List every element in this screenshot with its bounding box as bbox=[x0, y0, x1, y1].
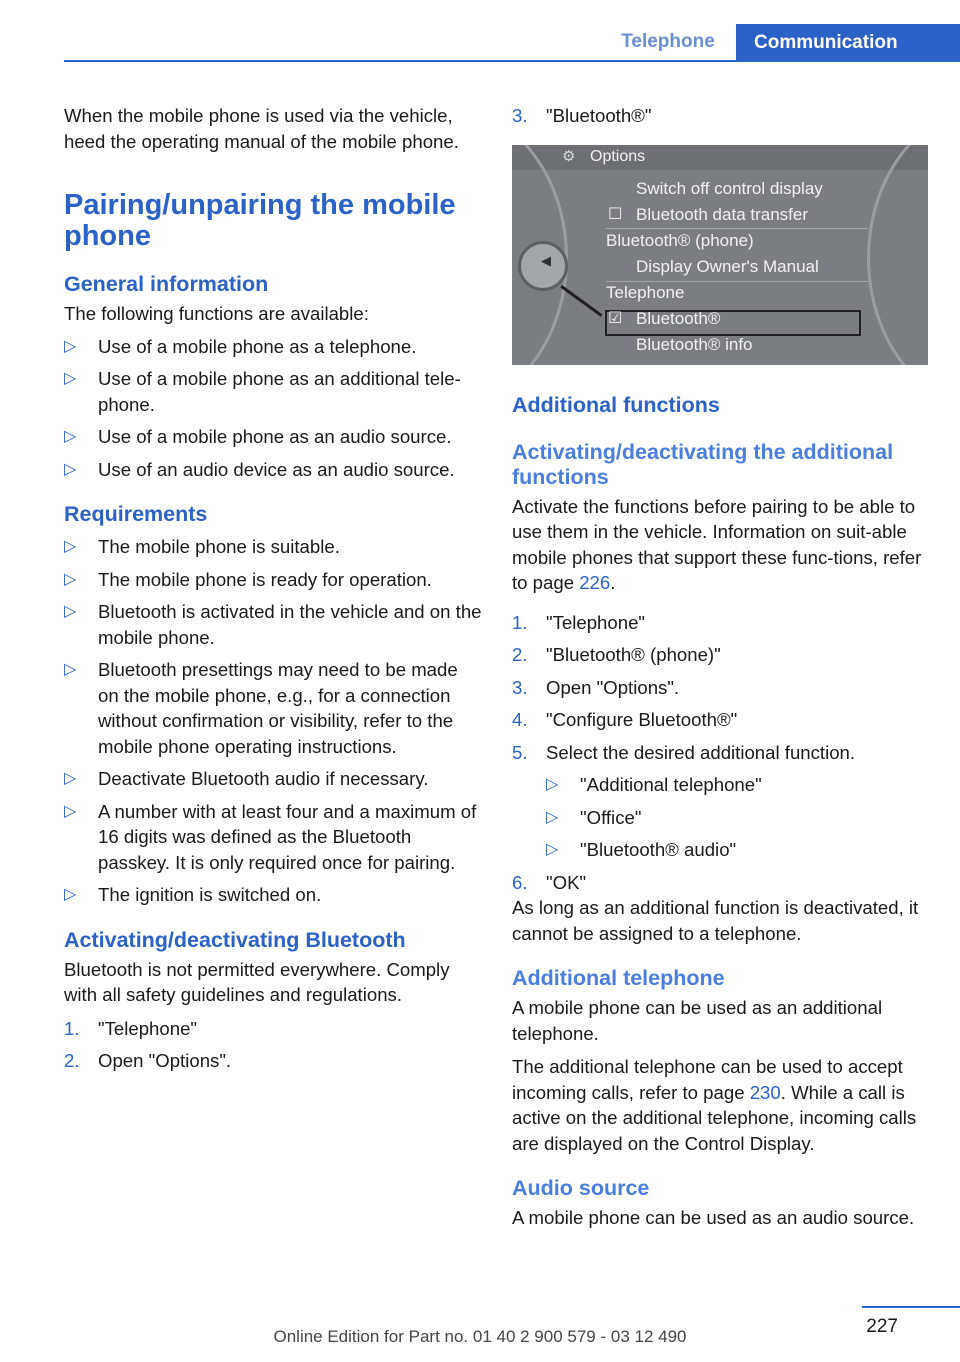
step-item bbox=[512, 610, 928, 636]
header-section-tab: Telephone bbox=[621, 31, 715, 52]
step-text: Open "Options". bbox=[98, 1050, 232, 1071]
activating-paragraph: Bluetooth is not permitted everywhere. Comply with all safety guidelines and regulations. bbox=[64, 958, 450, 1005]
step-item bbox=[512, 707, 928, 733]
left-column bbox=[64, 103, 482, 1081]
list-item bbox=[64, 567, 482, 593]
screen-right-arc bbox=[867, 145, 928, 365]
audio-source-paragraph: A mobile phone can be used as an audio source. bbox=[512, 1207, 915, 1228]
deactivated-note: As long as an additional function is deactivated, it cannot be assigned to a telephone. bbox=[512, 897, 919, 944]
arrow-bullet-icon: ▷ bbox=[64, 603, 77, 620]
activating-steps bbox=[64, 1016, 482, 1074]
step-number: 3. bbox=[512, 105, 528, 126]
paragraph-text: . While a call is active on the additional telephone, incoming calls are displayed on the Control Display. bbox=[512, 1081, 917, 1154]
additional-function-options bbox=[546, 772, 928, 863]
page-link-230[interactable]: 230 bbox=[749, 1081, 781, 1103]
list-item bbox=[64, 424, 482, 450]
list-item-text: Bluetooth presettings may need to be made on the mobile phone, e.g., for a connection without confirmation or visibility, refer to the mobile phone operating instructions. bbox=[98, 659, 458, 757]
step-text: "Telephone" bbox=[98, 1017, 198, 1039]
paragraph-text: The additional telephone can be used to accept incoming calls, refer to page bbox=[512, 1056, 903, 1103]
step-text: "OK" bbox=[546, 871, 587, 893]
list-item bbox=[64, 334, 482, 360]
screen-row: Telephone bbox=[606, 282, 685, 302]
list-item-text: "Office" bbox=[580, 806, 642, 828]
edition-footer: Online Edition for Part no. 01 40 2 900 579 - 03 12 490 bbox=[273, 1327, 687, 1346]
step-item bbox=[512, 675, 928, 701]
heading-requirements: Requirements bbox=[64, 502, 208, 526]
arrow-bullet-icon: ▷ bbox=[64, 428, 77, 445]
list-item-text: Use of an audio device as an audio source. bbox=[98, 458, 455, 480]
arrow-bullet-icon: ▷ bbox=[64, 886, 77, 903]
list-item bbox=[64, 457, 482, 483]
step-item bbox=[512, 642, 928, 668]
screen-row-selected: Bluetooth® bbox=[636, 308, 721, 328]
heading-additional-functions: Additional functions bbox=[512, 392, 720, 417]
list-item bbox=[64, 534, 482, 560]
arrow-bullet-icon: ▷ bbox=[64, 661, 77, 678]
screen-row: Bluetooth® (phone) bbox=[606, 230, 754, 250]
screen-row: Display Owner's Manual bbox=[636, 256, 819, 276]
list-item bbox=[64, 766, 482, 792]
list-item bbox=[64, 599, 482, 650]
list-item bbox=[546, 837, 928, 863]
list-item-text: The mobile phone is suitable. bbox=[98, 536, 340, 557]
list-item-text: The ignition is switched on. bbox=[98, 884, 322, 905]
chevron-left-icon: ◀ bbox=[541, 252, 551, 268]
arrow-bullet-icon: ▷ bbox=[64, 337, 77, 355]
heading-activating-additional: Activating/deactivating the additional functions bbox=[512, 439, 894, 489]
list-item bbox=[546, 772, 928, 798]
right-column bbox=[512, 103, 928, 1231]
additional-steps bbox=[512, 610, 928, 896]
list-item-text: Use of a mobile phone as an additional tele-phone. bbox=[98, 368, 461, 415]
footer-rule bbox=[862, 1306, 960, 1308]
step-item bbox=[512, 103, 928, 129]
screen-row: Bluetooth® info bbox=[636, 334, 753, 354]
checked-icon: ☑ bbox=[608, 309, 623, 327]
list-item-text: A number with at least four and a maximum of 16 digits was defined as the Bluetooth passkey. It is only required once for pairing. bbox=[98, 800, 477, 873]
list-item-text: "Additional telephone" bbox=[580, 774, 762, 795]
screen-row: Switch off control display bbox=[636, 178, 823, 198]
list-item-text: Deactivate Bluetooth audio if necessary. bbox=[98, 768, 429, 789]
screen-row: Bluetooth data transfer bbox=[636, 204, 809, 224]
heading-additional-telephone: Additional telephone bbox=[512, 966, 725, 990]
list-item-text: Use of a mobile phone as a telephone. bbox=[98, 335, 417, 357]
heading-general-information: General information bbox=[64, 272, 269, 296]
step-number: 5. bbox=[512, 741, 528, 763]
list-item bbox=[546, 805, 928, 831]
step-number: 1. bbox=[512, 611, 528, 633]
intro-paragraph: When the mobile phone is used via the vehicle, heed the operating manual of the mobile phone. bbox=[64, 105, 459, 152]
step-item bbox=[64, 1016, 482, 1042]
step-number: 3. bbox=[512, 676, 528, 698]
step-item bbox=[512, 870, 928, 896]
paragraph-text: . bbox=[610, 572, 616, 593]
page-link-226[interactable]: 226 bbox=[579, 572, 611, 593]
activating-additional-paragraph bbox=[512, 494, 928, 596]
controller-pointer-line bbox=[560, 285, 602, 317]
arrow-bullet-icon: ▷ bbox=[546, 841, 559, 858]
additional-telephone-paragraph-1: A mobile phone can be used as an additional telephone. bbox=[512, 997, 883, 1044]
step-number: 6. bbox=[512, 871, 528, 893]
arrow-bullet-icon: ▷ bbox=[64, 570, 77, 588]
step-text: Open "Options". bbox=[546, 676, 680, 698]
list-item-text: Use of a mobile phone as an audio source. bbox=[98, 426, 452, 447]
heading-activating-bluetooth: Activating/deactivating Bluetooth bbox=[64, 927, 406, 952]
additional-telephone-paragraph-2 bbox=[512, 1054, 928, 1156]
list-item bbox=[64, 882, 482, 908]
paragraph-text: Activate the functions before pairing to be able to use them in the vehicle. Information on suit-able mobile phones that support these func-tions, refer to page bbox=[512, 495, 922, 593]
screen-settings-icon: ⚙ bbox=[562, 147, 576, 165]
arrow-bullet-icon: ▷ bbox=[546, 808, 559, 826]
screen-title: Options bbox=[590, 147, 646, 165]
requirements-list bbox=[64, 534, 482, 908]
step-item bbox=[512, 740, 928, 863]
arrow-bullet-icon: ▷ bbox=[64, 802, 77, 820]
list-item-text: Bluetooth is activated in the vehicle and on the mobile phone. bbox=[98, 601, 482, 648]
list-item bbox=[64, 366, 482, 417]
step-number: 2. bbox=[64, 1050, 80, 1071]
heading-pairing: Pairing/unpairing the mobile phone bbox=[64, 189, 456, 252]
step-text: "Telephone" bbox=[546, 611, 646, 633]
header-chapter-tab: Communication bbox=[736, 24, 960, 62]
arrow-bullet-icon: ▷ bbox=[64, 370, 77, 387]
checkbox-icon: ☐ bbox=[608, 205, 623, 223]
header-rule bbox=[64, 60, 960, 62]
step-text: "Bluetooth® (phone)" bbox=[546, 644, 721, 665]
control-display-screenshot bbox=[512, 145, 928, 365]
list-item-text: The mobile phone is ready for operation. bbox=[98, 568, 432, 590]
paragraph-gap bbox=[512, 1046, 928, 1054]
general-intro: The following functions are available: bbox=[64, 303, 369, 324]
list-item bbox=[64, 657, 482, 759]
continued-steps bbox=[512, 103, 928, 129]
heading-audio-source: Audio source bbox=[512, 1176, 650, 1200]
step-text: Select the desired additional function. bbox=[546, 741, 856, 763]
step-number: 1. bbox=[64, 1017, 80, 1039]
step-item bbox=[64, 1048, 482, 1074]
list-item bbox=[64, 799, 482, 876]
page-number: 227 bbox=[866, 1316, 898, 1337]
arrow-bullet-icon: ▷ bbox=[64, 460, 77, 478]
general-list bbox=[64, 334, 482, 483]
list-item-text: "Bluetooth® audio" bbox=[580, 839, 737, 860]
step-number: 4. bbox=[512, 709, 528, 730]
step-number: 2. bbox=[512, 644, 528, 665]
arrow-bullet-icon: ▷ bbox=[64, 770, 77, 787]
step-text: "Configure Bluetooth®" bbox=[546, 709, 738, 730]
arrow-bullet-icon: ▷ bbox=[546, 776, 559, 793]
arrow-bullet-icon: ▷ bbox=[64, 538, 77, 555]
step-text: "Bluetooth®" bbox=[546, 105, 652, 126]
